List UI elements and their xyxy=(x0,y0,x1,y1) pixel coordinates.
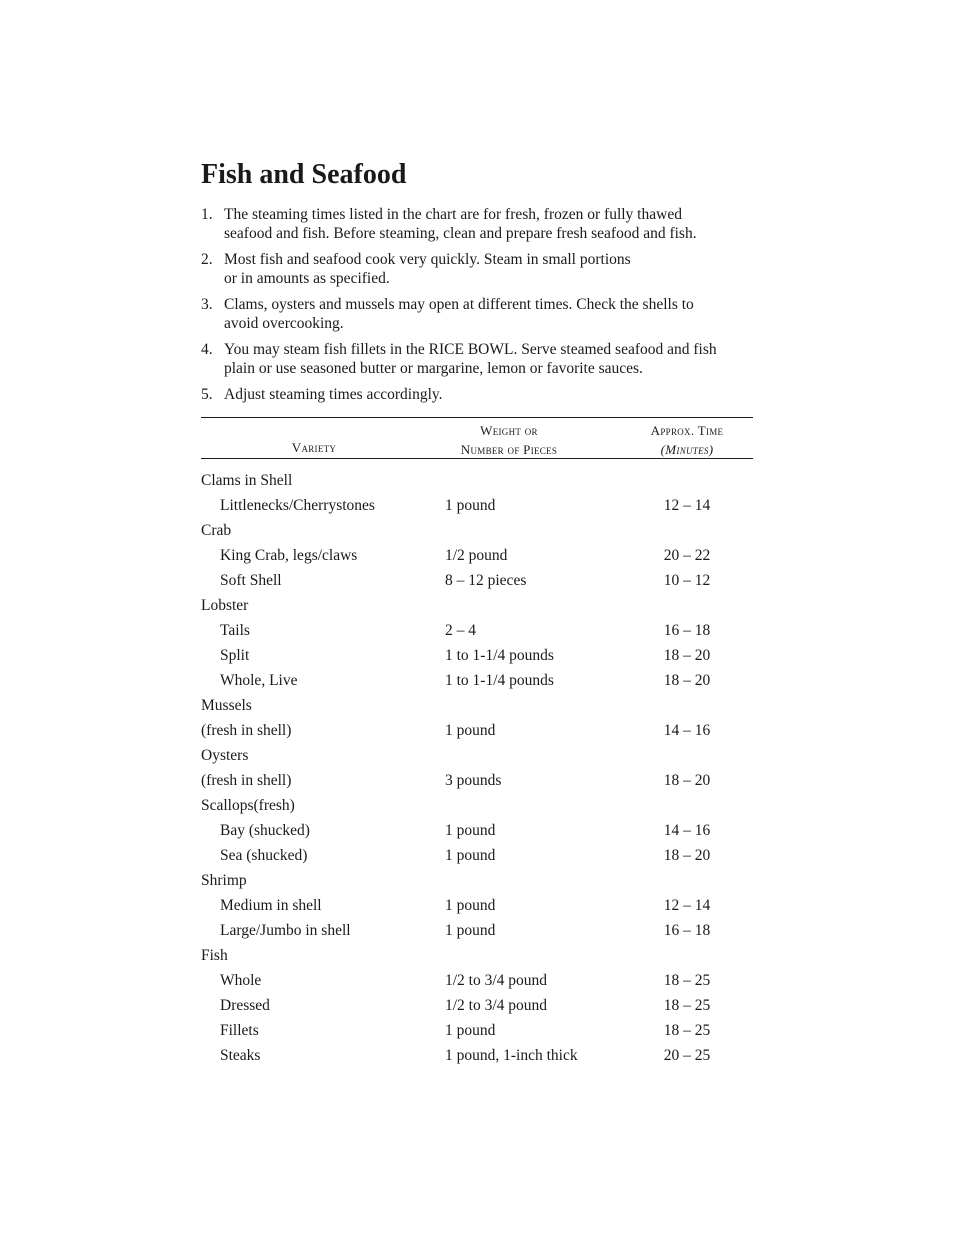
cell-weight: 1 pound xyxy=(445,896,496,914)
note-number: 3. xyxy=(201,296,213,313)
table-row xyxy=(201,993,753,1018)
table-row xyxy=(201,1043,753,1068)
cell-time: 18 – 20 xyxy=(663,671,711,689)
note-number: 5. xyxy=(201,386,213,403)
cell-variety: Split xyxy=(220,646,250,664)
table-row xyxy=(201,493,753,518)
cell-variety: Fish xyxy=(201,946,228,964)
cell-variety: Dressed xyxy=(220,996,270,1014)
cell-variety: Soft Shell xyxy=(220,571,282,589)
cell-weight: 1/2 to 3/4 pound xyxy=(445,996,548,1014)
cell-time: 18 – 25 xyxy=(663,971,711,989)
table-row xyxy=(201,668,753,693)
table-row xyxy=(201,843,753,868)
cell-weight: 1 pound xyxy=(445,721,496,739)
document-page xyxy=(201,158,753,1068)
note-line: avoid overcooking. xyxy=(224,314,344,332)
notes-list xyxy=(201,206,753,405)
table-row xyxy=(201,643,753,668)
note-line: or in amounts as specified. xyxy=(224,269,390,287)
cell-variety: (fresh in shell) xyxy=(201,771,292,789)
note-item xyxy=(201,341,753,378)
note-item xyxy=(201,251,753,288)
cell-variety: Clams in Shell xyxy=(201,471,293,489)
cell-weight: 8 – 12 pieces xyxy=(445,571,527,589)
header-time-line1: Approx. Time xyxy=(650,422,724,438)
cell-weight: 1 pound xyxy=(445,821,496,839)
table-row xyxy=(201,893,753,918)
table-row xyxy=(201,568,753,593)
note-line: Most fish and seafood cook very quickly. Steam in small portions xyxy=(224,251,631,268)
cell-variety: Medium in shell xyxy=(220,896,322,914)
cell-time: 20 – 22 xyxy=(663,546,711,564)
table-row xyxy=(201,518,753,543)
page-title: Fish and Seafood xyxy=(201,159,407,190)
cell-time: 14 – 16 xyxy=(663,721,711,739)
cell-weight: 1/2 pound xyxy=(445,546,508,564)
table-row xyxy=(201,618,753,643)
cell-variety: Whole xyxy=(220,971,262,989)
note-line: plain or use seasoned butter or margarine, lemon or favorite sauces. xyxy=(224,359,643,377)
note-line: Clams, oysters and mussels may open at different times. Check the shells to xyxy=(224,296,694,313)
note-item xyxy=(201,296,753,333)
cell-time: 18 – 20 xyxy=(663,646,711,664)
header-time xyxy=(621,421,753,459)
table-row xyxy=(201,743,753,768)
cell-weight: 1 pound xyxy=(445,496,496,514)
cell-weight: 1 to 1-1/4 pounds xyxy=(445,646,554,664)
cell-time: 18 – 20 xyxy=(663,771,711,789)
cell-weight: 1 pound, 1-inch thick xyxy=(445,1046,578,1064)
header-weight-line1: Weight or xyxy=(480,422,538,438)
cell-weight: 1 to 1-1/4 pounds xyxy=(445,671,554,689)
cell-variety: Fillets xyxy=(220,1021,259,1039)
cell-variety: Scallops(fresh) xyxy=(201,796,295,814)
cell-variety: (fresh in shell) xyxy=(201,721,292,739)
cell-variety: Oysters xyxy=(201,746,249,764)
note-number: 1. xyxy=(201,206,213,223)
header-weight-line2: Number of Pieces xyxy=(460,441,558,457)
cell-time: 18 – 20 xyxy=(663,846,711,864)
cell-time: 14 – 16 xyxy=(663,821,711,839)
table-row xyxy=(201,693,753,718)
table-row xyxy=(201,968,753,993)
table-row xyxy=(201,593,753,618)
table-row xyxy=(201,818,753,843)
cell-variety: Crab xyxy=(201,521,232,539)
note-item xyxy=(201,386,753,405)
table-row xyxy=(201,1018,753,1043)
cell-variety: Steaks xyxy=(220,1046,261,1064)
cell-time: 12 – 14 xyxy=(663,896,711,914)
cell-time: 12 – 14 xyxy=(663,496,711,514)
cell-variety: Littlenecks/Cherrystones xyxy=(220,496,375,514)
table-row xyxy=(201,468,753,493)
note-line: The steaming times listed in the chart are for fresh, frozen or fully thawed xyxy=(224,206,682,223)
table-row xyxy=(201,868,753,893)
header-weight xyxy=(427,421,591,459)
note-line: You may steam fish fillets in the RICE BOWL. Serve steamed seafood and fish xyxy=(224,341,717,358)
cell-time: 20 – 25 xyxy=(663,1046,711,1064)
note-number: 2. xyxy=(201,251,213,268)
cell-weight: 1/2 to 3/4 pound xyxy=(445,971,548,989)
table-row xyxy=(201,768,753,793)
cell-variety: King Crab, legs/claws xyxy=(220,546,358,564)
cell-weight: 1 pound xyxy=(445,846,496,864)
cell-time: 16 – 18 xyxy=(663,921,711,939)
cell-time: 18 – 25 xyxy=(663,1021,711,1039)
cell-variety: Shrimp xyxy=(201,871,247,889)
table-row xyxy=(201,918,753,943)
header-variety: Variety xyxy=(291,439,337,455)
note-line: Adjust steaming times accordingly. xyxy=(224,386,443,403)
cell-weight: 3 pounds xyxy=(445,771,502,789)
cell-weight: 1 pound xyxy=(445,1021,496,1039)
cell-variety: Large/Jumbo in shell xyxy=(220,921,351,939)
cell-variety: Tails xyxy=(220,621,250,639)
cell-time: 16 – 18 xyxy=(663,621,711,639)
table-body xyxy=(201,468,753,1068)
header-time-line2: (Minutes) xyxy=(660,441,714,457)
cell-variety: Lobster xyxy=(201,596,249,614)
table-row xyxy=(201,943,753,968)
cell-variety: Whole, Live xyxy=(220,671,298,689)
cell-variety: Bay (shucked) xyxy=(220,821,310,839)
table-row xyxy=(201,543,753,568)
note-line: seafood and fish. Before steaming, clean and prepare fresh seafood and fish. xyxy=(224,224,697,242)
cell-weight: 1 pound xyxy=(445,921,496,939)
cell-time: 10 – 12 xyxy=(663,571,711,589)
cell-variety: Mussels xyxy=(201,696,252,714)
table-header xyxy=(201,418,753,459)
cell-time: 18 – 25 xyxy=(663,996,711,1014)
note-number: 4. xyxy=(201,341,213,358)
table-row xyxy=(201,793,753,818)
note-item xyxy=(201,206,753,243)
table-row xyxy=(201,718,753,743)
steaming-table xyxy=(201,417,753,1068)
cell-variety: Sea (shucked) xyxy=(220,846,308,864)
cell-weight: 2 – 4 xyxy=(445,621,476,639)
